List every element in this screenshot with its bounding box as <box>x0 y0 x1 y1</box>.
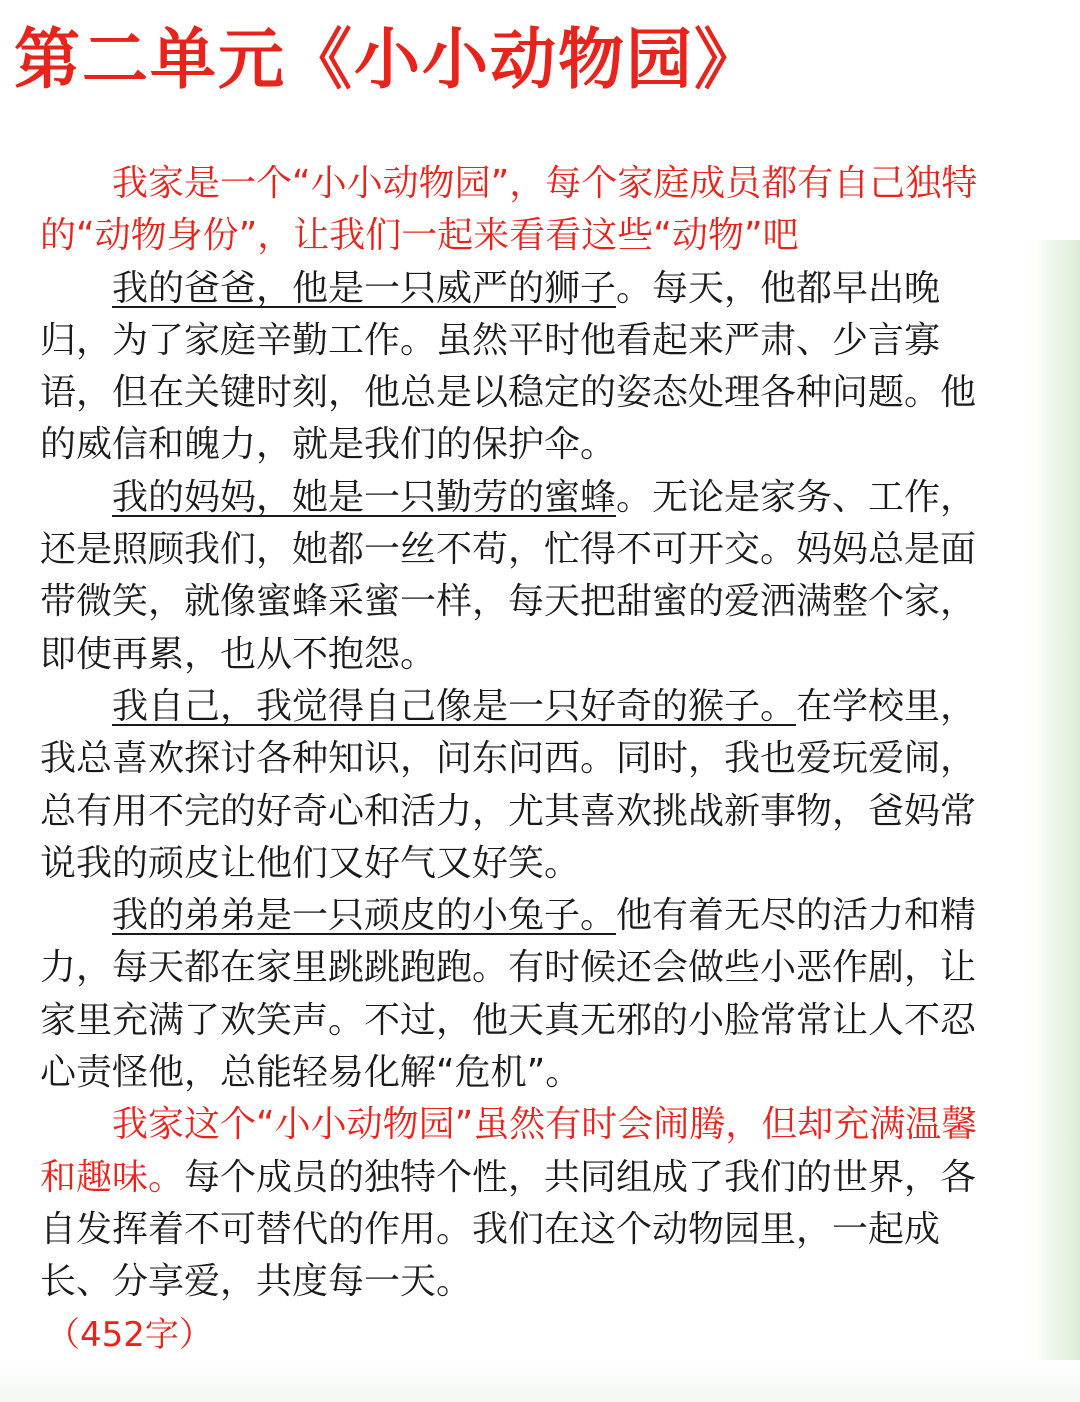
dad-body-text: 。每天，他都早出晚归，为了家庭辛勤工作。虽然平时他看起来严肃、少言寡语，但在关键时刻，他总是以稳定的姿态处理各种问题。他的威信和魄力，就是我们的保护伞。 <box>40 267 977 466</box>
page-bottom-fade <box>0 1362 1080 1402</box>
dad-lead-sentence: 我的爸爸，他是一只威严的狮子 <box>112 267 617 309</box>
conclusion-paragraph <box>40 1099 1008 1308</box>
me-paragraph <box>40 681 1008 890</box>
brother-lead-sentence: 我的弟弟是一只顽皮的小兔子。 <box>112 895 617 937</box>
mom-lead-sentence: 我的妈妈，她是一只勤劳的蜜蜂 <box>112 476 617 518</box>
intro-paragraph: 我家是一个“小小动物园”，每个家庭成员都有自己独特的“动物身份”，让我们一起来看看这些“动物”吧 <box>40 163 978 257</box>
brother-body-text: 他有着无尽的活力和精力，每天都在家里跳跳跑跑。有时候还会做些小恶作剧，让家里充满了欢笑声。不过，他天真无邪的小脸常常让人不忍心责怪他，总能轻易化解“危机”。 <box>40 895 977 1094</box>
conclusion-lead-sentence: 我家这个“小小动物园”虽然有时会闹腾，但却充满温馨和趣味。 <box>40 1104 978 1198</box>
brother-paragraph <box>40 890 1008 1099</box>
dad-paragraph <box>40 263 1008 472</box>
word-count: （452字） <box>46 1314 213 1355</box>
conclusion-body-text: 每个成员的独特个性，共同组成了我们的世界，各自发挥着不可替代的作用。我们在这个动物园里，一起成长、分享爱，共度每一天。 <box>40 1156 977 1303</box>
mom-paragraph <box>40 472 1008 681</box>
me-body-text: 在学校里，我总喜欢探讨各种知识，问东问西。同时，我也爱玩爱闹，总有用不完的好奇心和活力，尤其喜欢挑战新事物，爸妈常说我的顽皮让他们又好气又好笑。 <box>40 685 977 884</box>
page-edge-shadow <box>1034 240 1080 1360</box>
page-title: 第二单元《小小动物园》 <box>14 21 762 98</box>
mom-body-text: 。无论是家务、工作，还是照顾我们，她都一丝不苟，忙得不可开交。妈妈总是面带微笑，就像蜜蜂采蜜一样，每天把甜蜜的爱洒满整个家，即使再累，也从不抱怨。 <box>40 476 977 675</box>
essay-body <box>40 158 1008 1361</box>
me-lead-sentence: 我自己，我觉得自己像是一只好奇的猴子。 <box>112 685 797 727</box>
